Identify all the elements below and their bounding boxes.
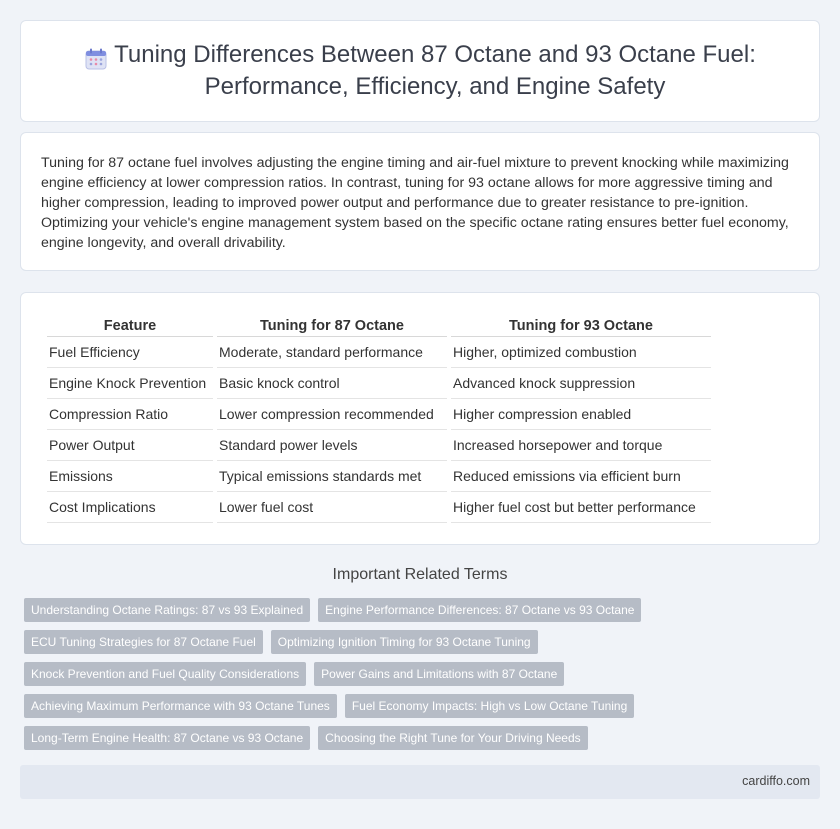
table-header-row	[47, 315, 711, 337]
table-row	[47, 399, 711, 430]
octane-93-cell: Increased horsepower and torque	[451, 430, 711, 461]
table-row	[47, 461, 711, 492]
tag-row	[24, 630, 538, 654]
related-term-tag[interactable]: Power Gains and Limitations with 87 Octane	[314, 662, 564, 686]
octane-87-cell: Typical emissions standards met	[217, 461, 447, 492]
comparison-card	[20, 292, 820, 545]
feature-cell: Cost Implications	[47, 492, 213, 523]
page-title: Tuning Differences Between 87 Octane and 93 Octane Fuel: Performance, Efficiency, and Engine Safety	[114, 41, 756, 100]
related-term-tag[interactable]: ECU Tuning Strategies for 87 Octane Fuel	[24, 630, 263, 654]
header-card	[20, 20, 820, 122]
column-header-feature: Feature	[47, 315, 213, 337]
intro-paragraph: Tuning for 87 octane fuel involves adjusting the engine timing and air-fuel mixture to prevent knocking while maximizing engine efficiency at lower compression ratios. In contrast, tuning for 93 octane allows for more aggressive timing and higher compression, leading to improved power output and performance due to greater resistance to pre-ignition. Optimizing your vehicle's engine management system based on the specific octane rating ensures better fuel economy, engine longevity, and overall drivability.	[41, 155, 789, 251]
feature-cell: Compression Ratio	[47, 399, 213, 430]
related-term-tag[interactable]: Understanding Octane Ratings: 87 vs 93 Explained	[24, 598, 310, 622]
footer	[20, 765, 820, 799]
octane-87-cell: Lower fuel cost	[217, 492, 447, 523]
table-row	[47, 337, 711, 368]
feature-cell: Engine Knock Prevention	[47, 368, 213, 399]
tag-row	[24, 726, 588, 750]
intro-card	[20, 132, 820, 271]
feature-cell: Fuel Efficiency	[47, 337, 213, 368]
related-term-tag[interactable]: Knock Prevention and Fuel Quality Considerations	[24, 662, 306, 686]
related-term-tag[interactable]: Choosing the Right Tune for Your Driving Needs	[318, 726, 588, 750]
octane-87-cell: Lower compression recommended	[217, 399, 447, 430]
tag-row	[24, 662, 564, 686]
related-term-tag[interactable]: Achieving Maximum Performance with 93 Octane Tunes	[24, 694, 337, 718]
table-row	[47, 368, 711, 399]
table-row	[47, 492, 711, 523]
octane-87-cell: Basic knock control	[217, 368, 447, 399]
comparison-table	[43, 315, 715, 523]
tag-row	[24, 694, 634, 718]
octane-93-cell: Higher, optimized combustion	[451, 337, 711, 368]
related-term-tag[interactable]: Fuel Economy Impacts: High vs Low Octane Tuning	[345, 694, 634, 718]
feature-cell: Emissions	[47, 461, 213, 492]
related-term-tag[interactable]: Optimizing Ignition Timing for 93 Octane Tuning	[271, 630, 538, 654]
octane-93-cell: Higher fuel cost but better performance	[451, 492, 711, 523]
octane-93-cell: Higher compression enabled	[451, 399, 711, 430]
related-terms-heading: Important Related Terms	[332, 566, 508, 583]
column-header-93-octane: Tuning for 93 Octane	[451, 315, 711, 337]
feature-cell: Power Output	[47, 430, 213, 461]
related-term-tag[interactable]: Long-Term Engine Health: 87 Octane vs 93 Octane	[24, 726, 310, 750]
footer-site-link[interactable]: cardiffo.com	[742, 774, 810, 788]
octane-87-cell: Moderate, standard performance	[217, 337, 447, 368]
octane-93-cell: Advanced knock suppression	[451, 368, 711, 399]
octane-87-cell: Standard power levels	[217, 430, 447, 461]
table-row	[47, 430, 711, 461]
octane-93-cell: Reduced emissions via efficient burn	[451, 461, 711, 492]
column-header-87-octane: Tuning for 87 Octane	[217, 315, 447, 337]
related-term-tag[interactable]: Engine Performance Differences: 87 Octane vs 93 Octane	[318, 598, 641, 622]
tag-row	[24, 598, 641, 622]
